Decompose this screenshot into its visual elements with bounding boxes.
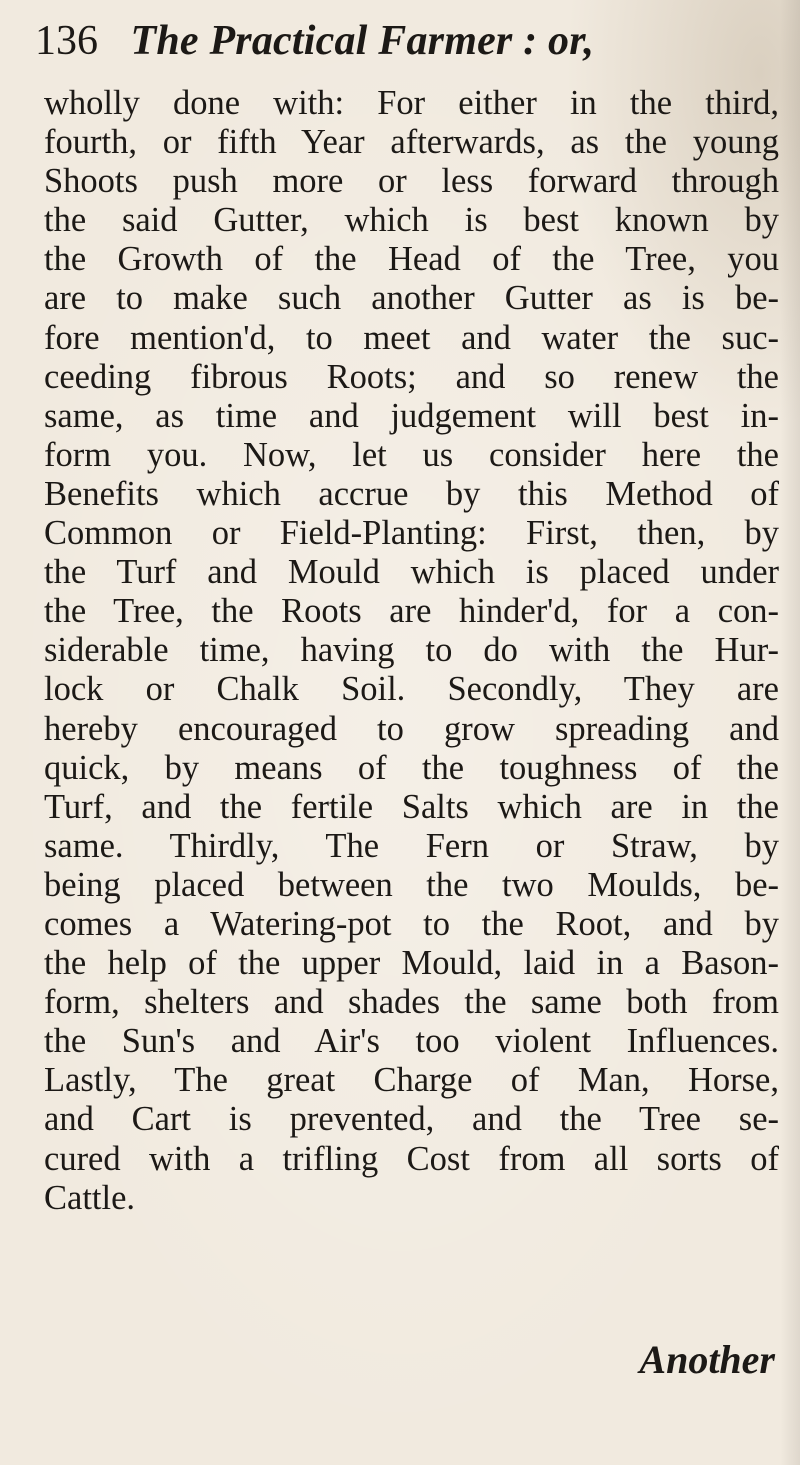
text-line: siderable time, having to do with the Hur- <box>44 631 779 670</box>
text-line: being placed between the two Moulds, be- <box>44 865 779 904</box>
text-line: form you. Now, let us consider here the <box>44 435 779 474</box>
text-line: Cattle. <box>44 1178 136 1217</box>
text-line: and Cart is prevented, and the Tree se- <box>44 1100 779 1139</box>
text-line: Benefits which accrue by this Method of <box>44 474 779 513</box>
text-line: the Tree, the Roots are hinder'd, for a con- <box>44 592 779 631</box>
text-line: fourth, or fifth Year afterwards, as the young <box>44 123 779 162</box>
text-line: Turf, and the fertile Salts which are in the <box>44 787 779 826</box>
page-edge-shadow <box>780 0 800 1465</box>
text-line: cured with a trifling Cost from all sorts of <box>44 1139 779 1178</box>
text-line: the Sun's and Air's too violent Influences. <box>44 1022 779 1061</box>
text-line: the Growth of the Head of the Tree, you <box>44 240 779 279</box>
text-line: Shoots push more or less forward through <box>44 162 779 201</box>
text-line: Common or Field-Planting: First, then, by <box>44 514 779 553</box>
running-title: The Practical Farmer : or, <box>130 18 595 64</box>
text-line: hereby encouraged to grow spreading and <box>44 709 779 748</box>
text-line: the Turf and Mould which is placed under <box>44 553 779 592</box>
text-line: ceeding fibrous Roots; and so renew the <box>44 357 779 396</box>
text-line: Lastly, The great Charge of Man, Horse, <box>44 1061 779 1100</box>
text-line: the help of the upper Mould, laid in a Bason- <box>44 944 779 983</box>
text-line: wholly done with: For either in the third, <box>44 84 779 122</box>
page-number: 136 <box>35 18 98 64</box>
text-line: quick, by means of the toughness of the <box>44 748 779 787</box>
body-text <box>44 84 779 1218</box>
text-line: fore mention'd, to meet and water the suc- <box>44 318 779 357</box>
text-line: are to make such another Gutter as is be- <box>44 279 779 318</box>
text-line: form, shelters and shades the same both from <box>44 983 779 1022</box>
catchword: Another <box>639 1337 775 1382</box>
text-line: same. Thirdly, The Fern or Straw, by <box>44 826 779 865</box>
text-line: same, as time and judgement will best in- <box>44 396 779 435</box>
running-head <box>35 6 775 76</box>
text-line: the said Gutter, which is best known by <box>44 201 779 240</box>
text-line: lock or Chalk Soil. Secondly, They are <box>44 670 779 709</box>
text-line: comes a Watering-pot to the Root, and by <box>44 904 779 943</box>
